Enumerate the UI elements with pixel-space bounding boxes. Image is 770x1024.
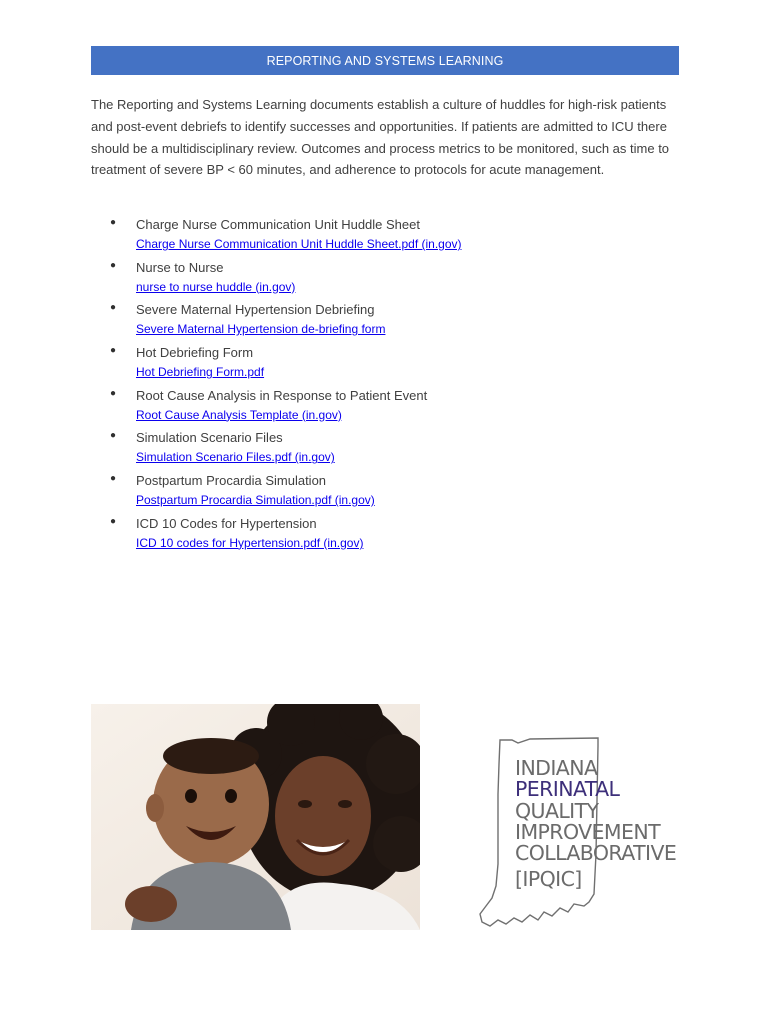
logo-wordmark [515,758,676,891]
resource-link[interactable]: ICD 10 codes for Hypertension.pdf (in.gov) [136,535,364,550]
bullet-icon: ● [110,302,117,314]
intro-paragraph: The Reporting and Systems Learning documents establish a culture of huddles for high-risk patients and post-event debriefs to identify successes and opportunities. If patients are admitted to ICU there should be a multidisciplinary review. Outcomes and process metrics to be monitored, such as time to treatment of severe BP < 60 minutes, and adherence to protocols for acute management. [91,97,670,178]
mother-and-baby-photo [91,704,420,930]
resource-title: Root Cause Analysis in Response to Patient Event [136,387,428,403]
bullet-icon: ● [110,345,117,357]
bullet-icon: ● [110,473,117,485]
bullet-icon: ● [110,387,117,399]
resource-title: Charge Nurse Communication Unit Huddle Sheet [136,217,420,232]
resource-link[interactable]: Postpartum Procardia Simulation.pdf (in.gov) [136,493,375,508]
logo-line-perinatal: PERINATAL [515,777,620,802]
bullet-icon: ● [110,259,117,271]
ipqic-logo [476,734,686,934]
resource-title: Postpartum Procardia Simulation [136,473,327,489]
resource-list [110,214,462,556]
resource-title: Nurse to Nurse [136,259,224,275]
list-item [110,427,462,470]
resource-link[interactable]: Root Cause Analysis Template (in.gov) [136,407,342,422]
resource-link[interactable]: Charge Nurse Communication Unit Huddle Sheet.pdf (in.gov) [136,237,462,251]
list-item [110,470,462,513]
logo-line-quality: QUALITY [515,798,599,823]
resource-link[interactable]: nurse to nurse huddle (in.gov) [136,279,296,294]
logo-line-collaborative: COLLABORATIVE [515,841,677,866]
bullet-icon: ● [110,430,117,442]
list-item [110,214,462,257]
resource-link[interactable]: Hot Debriefing Form.pdf [136,365,265,380]
resource-link[interactable]: Simulation Scenario Files.pdf (in.gov) [136,450,335,465]
resource-link[interactable]: Severe Maternal Hypertension de-briefing form [136,322,386,337]
logo-line-indiana: INDIANA [515,756,598,780]
resource-title: ICD 10 Codes for Hypertension [136,515,317,531]
list-item [110,299,462,342]
section-header-title: REPORTING AND SYSTEMS LEARNING [266,53,504,68]
bullet-icon: ● [110,515,117,527]
bullet-icon: ● [110,217,117,228]
resource-title: Severe Maternal Hypertension Debriefing [136,302,375,318]
list-item [110,385,462,428]
logo-abbreviation: [IPQIC] [515,867,582,892]
list-item [110,513,462,556]
logo-line-improvement: IMPROVEMENT [515,819,660,844]
list-item [110,342,462,385]
section-header [91,46,679,75]
resource-title: Simulation Scenario Files [136,430,283,446]
list-item [110,257,462,300]
resource-title: Hot Debriefing Form [136,345,254,361]
